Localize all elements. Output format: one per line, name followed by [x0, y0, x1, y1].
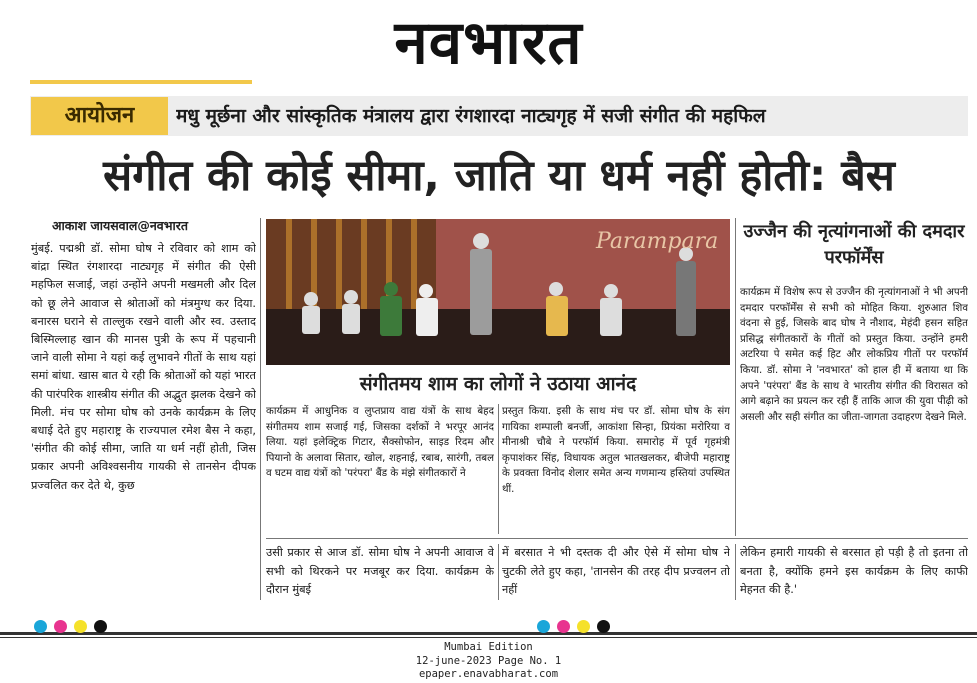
magenta-dot [54, 620, 67, 633]
masthead-logo: नवभारत [394, 8, 583, 78]
article-continuation-1: उसी प्रकार से आज डॉ. सोमा घोष ने अपनी आवाज वे सभी को थिरकने पर मजबूर कर दिया. कार्यक्रम के दौरान मुंबई [266, 546, 494, 596]
article-column-4: कार्यक्रम में विशेष रूप से उज्जैन की नृत्यांगनाओं ने भी अपनी दमदार परफॉर्मेंस से सभी को मोहित किया. शुरुआत शिव वंदना से हुई, जिसके बाद घोष ने नौशाद, मेहंदी हसन सहित प्रसिद्ध संगीतकारों के गीतों को प्रस्तुत किया. उन्होंने हमरी अटरिया पे समेत कई हिट और लोकप्रिय गीतों पर परफॉर्म किया. डॉ. सोमा ने 'नवभारत' को हाल ही में बताया था कि अपने 'परंपरा' बैंड के साथ वे भारतीय संगीत की विरासत को आगे बढ़ाने का प्रयत्न कर रही हैं ताकि आज की युवा पीढ़ी को असली और सही संगीत का जीता-जागता उदाहरण देखने मिले. [740, 287, 968, 423]
byline: आकाश जायसवाल@नवभारत [52, 218, 188, 233]
edition-info [0, 641, 977, 682]
black-dot [94, 620, 107, 633]
edition-date-page: 12-june-2023 Page No. 1 [415, 654, 562, 667]
yellow-dot [577, 620, 590, 633]
column-divider [498, 544, 499, 600]
headline: संगीत की कोई सीमा, जाति या धर्म नहीं होती: बैस [103, 151, 895, 201]
article-column-2: कार्यक्रम में आधुनिक व लुप्तप्राय वाद्य यंत्रों के साथ बेहद संगीतमय शाम सजाई गई, जिसका दर्शकों ने भरपूर आनंद लिया. यहां इलेक्ट्रिक गिटार, सैक्सोफोन, साइड रिदम और पियानो के अलावा सितार, खोल, शहनाई, रबाब, सारंगी, तबल व घटम वाद्य यंत्रों को 'परंपरा' बैंड के मंझे संगीतकारों ने [266, 406, 494, 480]
sidebar-heading: उज्जैन की नृत्यांगनाओं की दमदार परफॉर्मेंस [743, 221, 965, 268]
accent-rule [30, 80, 252, 84]
cyan-dot [537, 620, 550, 633]
article-continuation-3: लेकिन हमारी गायकी से बरसात हो पड़ी है तो इतना तो बनता है, क्योंकि हमने इस कार्यक्रम के लिए काफी मेहनत की है.' [740, 546, 968, 596]
footer-rule [0, 632, 977, 635]
row-divider [266, 538, 968, 539]
column-divider [498, 404, 499, 534]
article-column-1: मुंबई. पद्मश्री डॉ. सोमा घोष ने रविवार को शाम को बांद्रा स्थित रंगशारदा नाट्यगृह में संगीत की ऐसी महफिल सजाई, जहां उन्होंने अपनी मखमली और दिल को छू लेने आवाज से श्रोताओं को मंत्रमुग्ध कर दिया. बनारस घराने से ताल्लुक रखने वाली और स्व. उस्ताद बिस्मिल्लाह खान की मानस पुत्री के रूप में पहचानी जाने वाली सोमा ने यहां कई लुभावने गीतों के साथ यहां समां बांधा. खास बात ये रही कि श्रोताओं को यहां भारत की पारंपरिक शास्त्रीय संगीत की अद्भुत झलक देखने को मिली. मंच पर सोमा घोष को उनके कार्यक्रम के लिए बधाई देते हुए महाराष्ट्र के राज्यपाल रमेश बैस ने कहा, 'संगीत की कोई सीमा, जाति या धर्म नहीं होती, जिस प्रकार अपनी अविश्वसनीय गायकी से तानसेन दीपक प्रज्वलित कर देते थे, कुछ [31, 242, 256, 492]
column-divider [735, 544, 736, 600]
article-column-3: प्रस्तुत किया. इसी के साथ मंच पर डॉ. सोमा घोष के संग गायिका शम्पाली बनर्जी, आकांशा सिन्हा, प्रियंका मरोरिया व मीनाश्री चौबे ने परफॉर्म किया. समारोह में पूर्व गृहमंत्री कृपाशंकर सिंह, विधायक अतुल भातखलकर, बीजेपी महाराष्ट्र के प्रवक्ता विनोद शेलार समेत अन्य गणमान्य हस्तियां उपस्थित थीं. [502, 406, 730, 495]
article-continuation-2: में बरसात ने भी दस्तक दी और ऐसे में सोमा घोष ने चुटकी लेते हुए कहा, 'तानसेन की तरह दीप प्रज्वलन तो नहीं [502, 546, 730, 596]
footer-rule [0, 637, 977, 638]
column-divider [260, 218, 261, 600]
event-photo [266, 219, 730, 365]
epaper-link[interactable]: epaper.enavabharat.com [418, 668, 559, 680]
column-divider [735, 218, 736, 536]
cyan-dot [34, 620, 47, 633]
yellow-dot [74, 620, 87, 633]
subheading: संगीतमय शाम का लोगों ने उठाया आनंद [359, 373, 637, 395]
kicker-text: मधु मूर्छना और सांस्कृतिक मंत्रालय द्वारा रंगशारदा नाट्यगृह में सजी संगीत की महफिल [176, 105, 766, 127]
edition-name: Mumbai Edition [444, 641, 533, 653]
section-tag: आयोजन [31, 97, 168, 135]
magenta-dot [557, 620, 570, 633]
black-dot [597, 620, 610, 633]
stage-banner-text: Parampara [596, 229, 719, 254]
